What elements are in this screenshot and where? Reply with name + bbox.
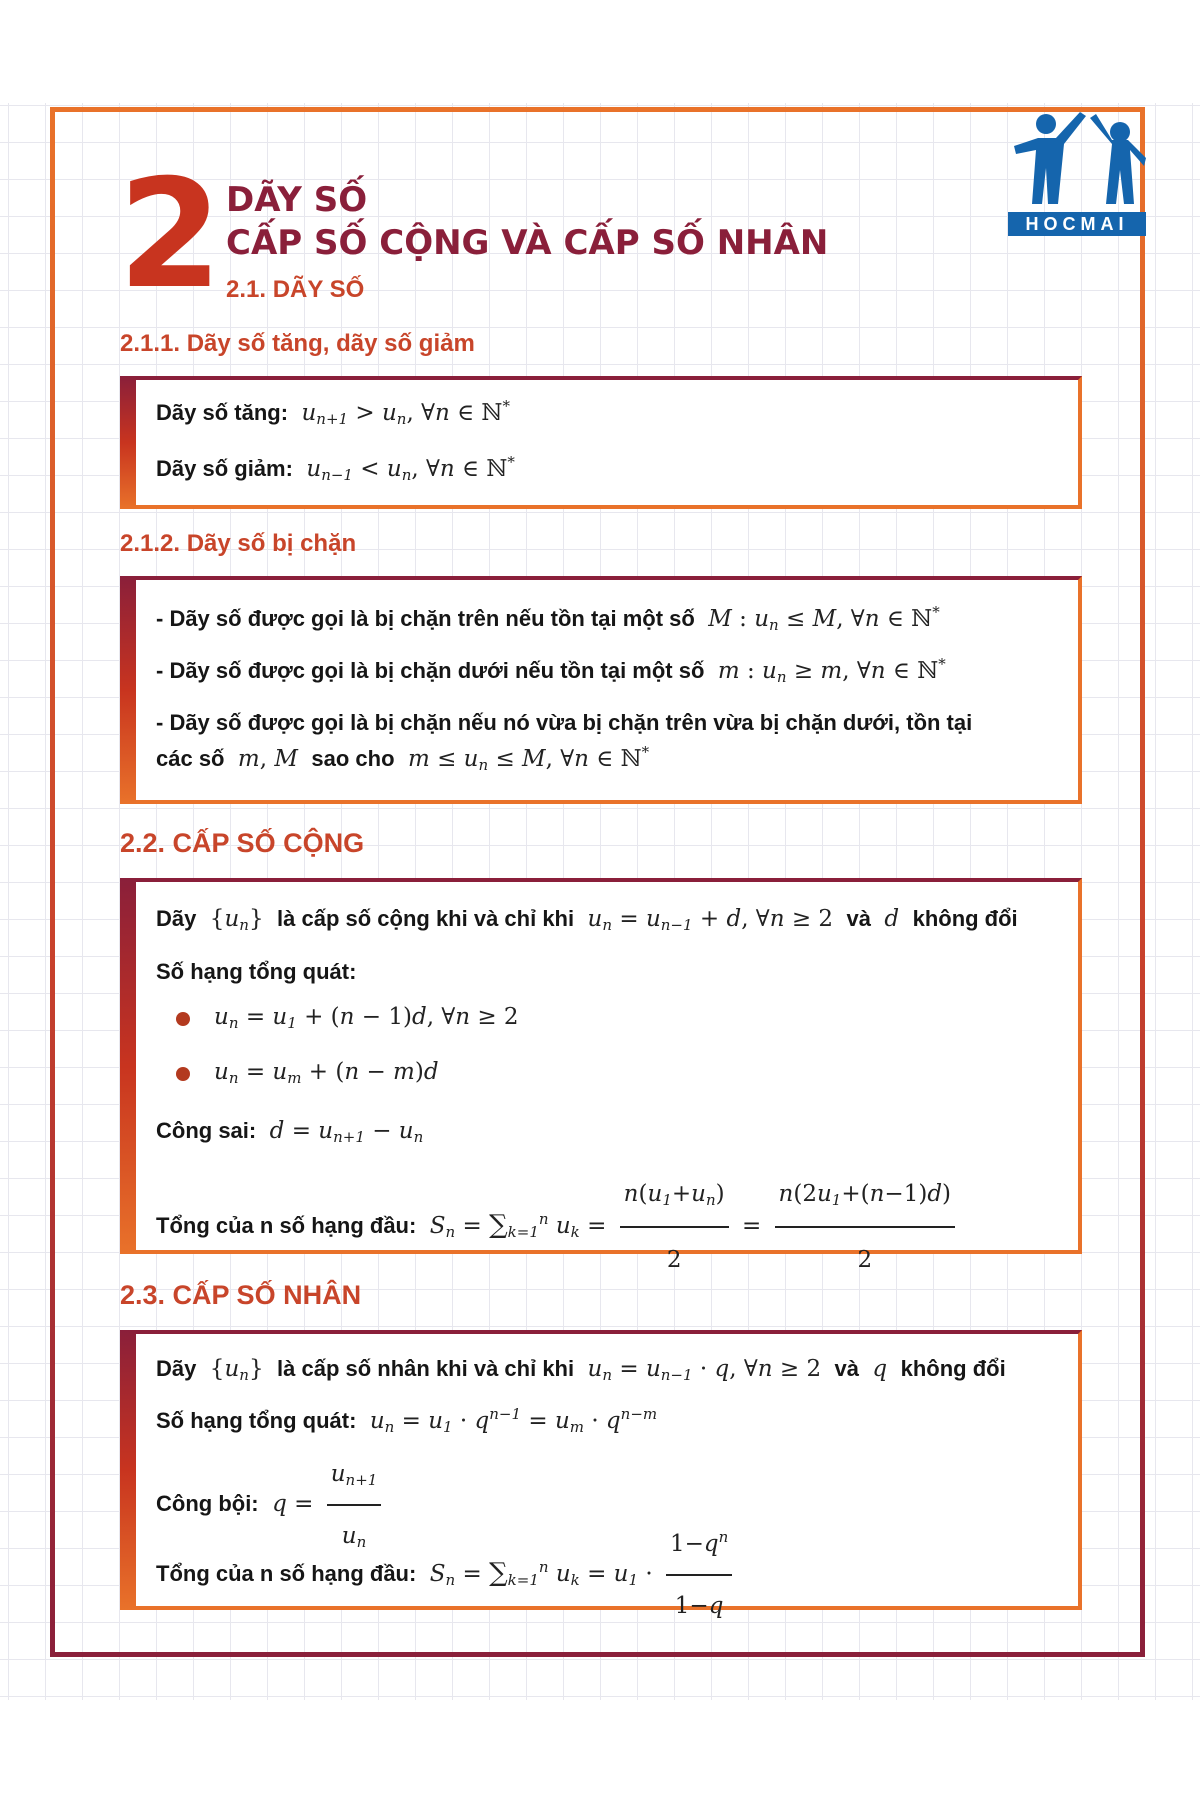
section-2-2-title: 2.2. CẤP SỐ CỘNG (120, 828, 365, 858)
gp-def-b: là cấp số nhân khi và chỉ khi (277, 1356, 575, 1381)
chapter-number: 2 (118, 148, 219, 322)
gp-general-formula: $u_n = u_1 \cdot q^{n-1} = u_m \cdot q^{n-m}$ (362, 1405, 658, 1436)
ap-def-a: Dãy (156, 906, 197, 931)
box-arithmetic (120, 878, 1082, 1273)
hocmai-logo (1008, 108, 1146, 238)
gp-def-c: và (834, 1356, 859, 1381)
section-2-1-2-title: 2.1.2. Dãy số bị chặn (120, 530, 357, 557)
gp-sum-label: Tổng của n số hạng đầu: (156, 1561, 417, 1586)
ap-general-formula-2: $u_n = u_m + (n - m)d$ (214, 1059, 439, 1087)
logo-text: HOCMAI (1008, 212, 1146, 236)
gp-general-term-label: Số hạng tổng quát: (156, 1408, 357, 1433)
bounded-below-formula: m : $u_n \ge m$, ∀n ∈ ℕ* (710, 655, 946, 686)
gp-seq: $\{u_n\}$ (209, 1356, 264, 1384)
ap-def-d: không đổi (912, 906, 1018, 931)
ap-def-formula: $u_n = u_{n-1} + d$, ∀n ≥ 2 (580, 906, 834, 934)
gp-definition (156, 1354, 1006, 1384)
bullet-1 (176, 1012, 190, 1026)
ap-def-c: và (846, 906, 871, 931)
ap-common-diff (156, 1116, 423, 1146)
decreasing-formula: $u_{n-1} < u_n$, ∀n ∈ ℕ* (299, 453, 515, 484)
ap-common-diff-label: Công sai: (156, 1118, 257, 1143)
chapter-title-line2: CẤP SỐ CỘNG VÀ CẤP SỐ NHÂN (226, 223, 829, 263)
section-2-1-1-title: 2.1.1. Dãy số tăng, dãy số giảm (120, 330, 475, 357)
bounded-below-line (156, 656, 946, 686)
ap-sum (156, 1164, 961, 1290)
bounded-above-formula: M : $u_n \le M$, ∀n ∈ ℕ* (700, 603, 940, 634)
ap-def-b: là cấp số cộng khi và chỉ khi (277, 906, 575, 931)
gp-common-ratio-formula: q = $\frac{u_{n+1}}{u_n}$ (265, 1491, 388, 1517)
box-monotonic (120, 376, 1082, 509)
gp-def-formula: $u_n = u_{n-1} \cdot q$, ∀n ≥ 2 (580, 1356, 822, 1384)
increasing-label: Dãy số tăng: (156, 400, 289, 425)
people-icon (1008, 108, 1146, 212)
gp-sum (156, 1516, 738, 1634)
ap-definition (156, 904, 1018, 934)
ap-sum-formula: $S_n = \sum_{k=1}^n$ $u_k$ = $\frac{n(u_1+u_n)}{2}$ = $\frac{n(2u_1+(n-1)d)}{2}$ (422, 1213, 961, 1239)
bounded-line-1: - Dãy số được gọi là bị chặn nếu nó vừa bị chặn trên vừa bị chặn dưới, tồn tại (156, 710, 973, 735)
chapter-subtitle: 2.1. DÃY SỐ (226, 276, 365, 303)
ap-seq: $\{u_n\}$ (209, 906, 264, 934)
decreasing-label: Dãy số giảm: (156, 456, 293, 481)
box-bounded (120, 576, 1082, 804)
gp-def-a: Dãy (156, 1356, 197, 1381)
top-margin (0, 0, 1200, 103)
section-2-3-title: 2.3. CẤP SỐ NHÂN (120, 1280, 362, 1310)
bounded-below-text: - Dãy số được gọi là bị chặn dưới nếu tồn tại một số (156, 658, 705, 683)
ap-general-formula-1: $u_n = u_1 + (n - 1)d$, ∀n ≥ 2 (214, 1004, 519, 1032)
bottom-margin (0, 1700, 1200, 1800)
increasing-line (156, 398, 510, 428)
bounded-2a: các số (156, 746, 225, 771)
ap-sum-label: Tổng của n số hạng đầu: (156, 1213, 417, 1238)
bounded-above-line (156, 604, 940, 634)
bullet-2 (176, 1067, 190, 1081)
bounded-formula: $m \le u_n \le M$, ∀n ∈ ℕ* (400, 743, 650, 774)
bounded-2b: sao cho (311, 746, 395, 771)
bounded-above-text: - Dãy số được gọi là bị chặn trên nếu tồn tại một số (156, 606, 695, 631)
gp-q: q (865, 1356, 895, 1382)
bounded-line-2 (156, 744, 649, 774)
ap-common-diff-formula: $d = u_{n+1} - u_n$ (262, 1118, 424, 1146)
increasing-formula: $u_{n+1} > u_n$, ∀n ∈ ℕ* (294, 397, 510, 428)
gp-common-ratio-label: Công bội: (156, 1491, 259, 1516)
ap-d: d (877, 906, 907, 932)
decreasing-line (156, 454, 515, 484)
bounded-vars: m, M (230, 746, 306, 772)
box-geometric (120, 1330, 1082, 1619)
gp-def-d: không đổi (900, 1356, 1006, 1381)
gp-sum-formula: $S_n = \sum_{k=1}^n$ $u_k = u_1$ · $\frac{1-q^n}{1-q}$ (422, 1561, 738, 1587)
gp-general-term (156, 1406, 657, 1436)
ap-general-term-label: Số hạng tổng quát: (156, 959, 357, 984)
chapter-title-line1: DÃY SỐ (226, 180, 368, 220)
